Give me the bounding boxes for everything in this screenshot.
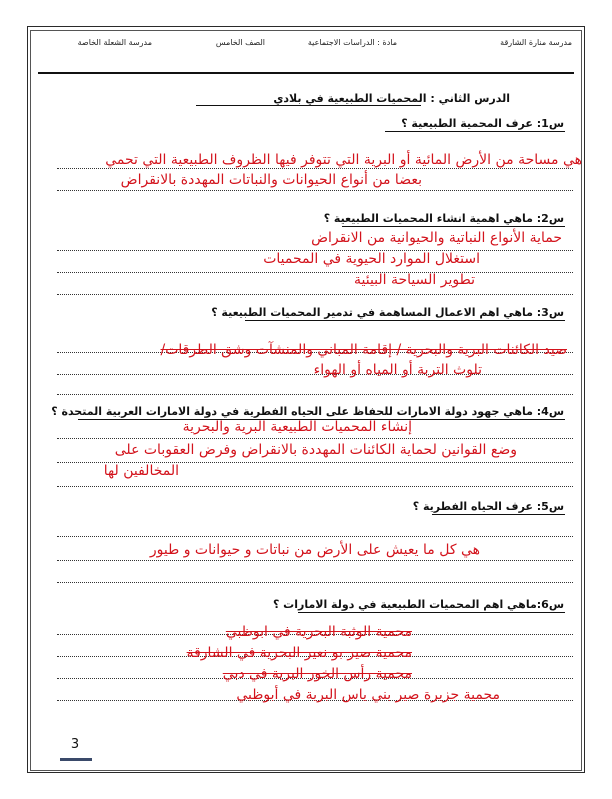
question-6: س6:ماهي اهم المحميات الطبيعية في دولة الامارات ؟ xyxy=(272,598,564,611)
header-school-right: مدرسة منارة الشارقة xyxy=(500,38,572,47)
answer-6-line-4: محمية جزيرة صير بني ياس البرية في أبوظبي xyxy=(236,687,500,703)
lesson-title: الدرس الثاني : المحميات الطبيعية في بلادي xyxy=(273,92,510,105)
answer-3-line-1: صيد الكائنات البرية والبحرية / إقامة المباني والمنشآت وشق الطرقات/ xyxy=(160,342,567,358)
answer-4-line-3: المخالفين لها xyxy=(103,463,179,479)
header-grade: الصف الخامس xyxy=(215,38,265,47)
answer-3-line-2: تلوث التربة أو المياه أو الهواء xyxy=(313,362,482,378)
question-1: س1: عرف المحمية الطبيعية ؟ xyxy=(401,117,564,130)
header-rule xyxy=(38,72,574,74)
header-school-left: مدرسة الشعلة الخاصة xyxy=(77,38,152,47)
answer-2-line-3: تطوير السياحة البيئية xyxy=(354,272,475,288)
answer-1-line-1: هي مساحة من الأرض المائية أو البرية التي تتوفر فيها الظروف الطبيعية التي تحمي xyxy=(105,152,582,168)
answer-4-line-2: وضع القوانين لحماية الكائنات المهددة بالانقراض وفرض العقوبات على xyxy=(114,442,517,458)
lesson-title-underline xyxy=(196,105,421,106)
header-subject: مادة : الدراسات الاجتماعية xyxy=(307,38,397,47)
answer-6-line-2: محمية صير بو نعير البحرية في الشارقة xyxy=(186,645,412,661)
question-5: س5: عرف الحياه الفطرية ؟ xyxy=(412,500,564,513)
answer-6-line-1: محمية الوثبة البحرية في ابوظبي xyxy=(225,624,412,640)
answer-1-line-2: بعضا من أنواع الحيوانات والنباتات المهددة بالانقراض xyxy=(120,172,422,188)
question-2: س2: ماهي اهمية انشاء المحميات الطبيعية ؟ xyxy=(323,212,564,225)
answer-2-line-2: استغلال الموارد الحيوية في المحميات xyxy=(263,251,480,267)
question-3: س3: ماهي اهم الاعمال المساهمة في تدمير المحميات الطبيعية ؟ xyxy=(211,306,564,319)
page-number-underline xyxy=(60,758,92,761)
answer-2-line-1: حماية الأنواع النباتية والحيوانية من الانقراض xyxy=(311,230,562,246)
answer-5-line-1: هي كل ما يعيش على الأرض من نباتات و حيوانات و طيور xyxy=(149,542,480,558)
page-number: 3 xyxy=(70,737,80,752)
answer-6-line-3: محمية رأس الخور البرية في دبي xyxy=(222,666,412,682)
question-4: س4: ماهي جهود دولة الامارات للحفاظ على الحياه الفطرية في دولة الامارات العربية المتحدة ؟ xyxy=(51,405,564,418)
answer-4-line-1: إنشاء المحميات الطبيعية البرية والبحرية xyxy=(182,419,412,435)
